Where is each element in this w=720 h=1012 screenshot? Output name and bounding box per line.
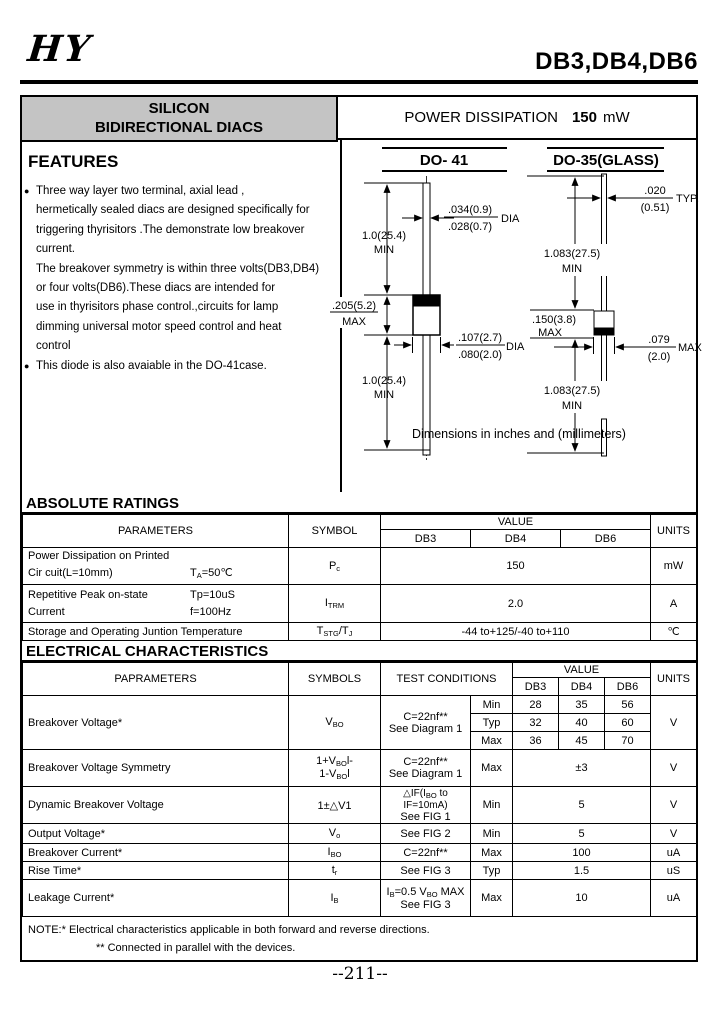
condition-cell: C=22nf** See Diagram 1 xyxy=(381,696,471,750)
do41-min-top: MIN xyxy=(373,244,395,256)
parameter-cell: Output Voltage* xyxy=(23,824,289,844)
condition-cell: See FIG 3 xyxy=(381,862,471,880)
bullet-icon: ● xyxy=(24,186,30,196)
value-cell: 28 xyxy=(513,696,559,714)
limit-type-cell: Max xyxy=(471,750,513,787)
do35-labels xyxy=(532,152,703,412)
part-number-title: DB3,DB4,DB6 xyxy=(535,48,698,75)
symbol-cell: 1+VBOl- 1-VBOl xyxy=(289,750,381,787)
do41-lead-dia-max: .034(0.9) xyxy=(447,204,493,216)
page-number: --211-- xyxy=(332,964,388,984)
parameter-text: Power Dissipation on Printed xyxy=(28,550,170,562)
feature-line: dimming universal motor speed control and heat xyxy=(36,320,282,333)
dimensions-caption: Dimensions in inches and (millimeters) xyxy=(412,427,626,441)
col-header-symbol: SYMBOL xyxy=(289,515,381,548)
condition-text: f=100Hz xyxy=(190,605,232,618)
parameter-cell: Dynamic Breakover Voltage xyxy=(23,787,289,824)
value-cell: 10 xyxy=(513,880,651,917)
limit-type-cell: Min xyxy=(471,824,513,844)
limit-type-cell: Typ xyxy=(471,862,513,880)
parameter-text: Current xyxy=(28,605,65,618)
col-header-parameters: PARAMETERS xyxy=(23,515,289,548)
do35-lead-dia-label: TYP. xyxy=(676,193,700,205)
condition-cell: $\triangle IF(I_{BO}$ to IF=10mA) See FIG 1 xyxy=(381,787,471,824)
condition-cell: C=22nf** xyxy=(381,844,471,862)
table-row xyxy=(23,824,697,844)
do35-lead-length-bottom: 1.083(27.5) xyxy=(543,385,601,397)
symbol-cell: Pc xyxy=(289,548,381,585)
col-header-value: VALUE xyxy=(513,663,651,678)
feature-line: control xyxy=(36,340,71,353)
power-dissipation-header xyxy=(338,97,696,140)
do35-lead-dia-mm: (0.51) xyxy=(640,202,670,214)
value-cell: 35 xyxy=(559,696,605,714)
col-header-db6: DB6 xyxy=(605,678,651,696)
feature-bullet-2 xyxy=(22,357,340,376)
value-cell: 5 xyxy=(513,787,651,824)
parameter-cell xyxy=(23,585,289,623)
condition-cell: See FIG 2 xyxy=(381,824,471,844)
value-cell: ±3 xyxy=(513,750,651,787)
unit-cell: V xyxy=(651,824,697,844)
parameter-cell: Leakage Current* xyxy=(23,880,289,917)
do35-lead-dia: .020 xyxy=(644,185,666,197)
parameter-cell xyxy=(23,548,289,585)
value-cell: 100 xyxy=(513,844,651,862)
do41-lead-dia-min: .028(0.7) xyxy=(447,221,493,233)
symbol-cell: Vo xyxy=(289,824,381,844)
limit-type-cell: Max xyxy=(471,880,513,917)
unit-cell: mW xyxy=(651,548,697,585)
features-title: FEATURES xyxy=(28,152,119,171)
col-header-units: UNITS xyxy=(651,515,697,548)
unit-cell: V xyxy=(651,750,697,787)
table-row xyxy=(23,696,697,714)
parameter-cell: Rise Time* xyxy=(23,862,289,880)
col-header-symbols: SYMBOLS xyxy=(289,663,381,696)
header-rule xyxy=(20,80,698,84)
bullet-icon: ● xyxy=(24,360,30,371)
unit-cell: V xyxy=(651,696,697,750)
condition-text: TA=50℃ xyxy=(190,567,233,580)
symbol-cell: ITRM xyxy=(289,585,381,623)
col-header-test-conditions: TEST CONDITIONS xyxy=(381,663,513,696)
do41-title: DO- 41 xyxy=(419,152,469,169)
limit-type-cell: Max xyxy=(471,844,513,862)
feature-bullet-1 xyxy=(22,182,340,201)
condition-cell: IB=0.5 VBO MAX See FIG 3 xyxy=(381,880,471,917)
col-header-parameters: PAPRAMETERS xyxy=(23,663,289,696)
col-header-value: VALUE xyxy=(381,515,651,530)
table-row xyxy=(23,623,697,641)
do41-body-dia-min: .080(2.0) xyxy=(457,349,503,361)
limit-type-cell: Typ xyxy=(471,714,513,732)
do35-body-dia-label: MAX xyxy=(678,342,702,354)
symbol-cell: TSTG/TJ xyxy=(289,623,381,641)
table-row xyxy=(23,787,697,824)
do35-body-dia-mm: (2.0) xyxy=(647,351,671,363)
unit-cell: uA xyxy=(651,844,697,862)
parameter-cell: Breakover Voltage Symmetry xyxy=(23,750,289,787)
col-header-db3: DB3 xyxy=(381,530,471,548)
value-cell: 56 xyxy=(605,696,651,714)
do41-body-length-label: MAX xyxy=(342,316,366,328)
do41-body-dia-max: .107(2.7) xyxy=(457,332,503,344)
symbol-cell: tr xyxy=(289,862,381,880)
feature-line: The breakover symmetry is within three volts(DB3,DB4) xyxy=(36,262,320,275)
symbol-cell: IBO xyxy=(289,844,381,862)
table-row xyxy=(23,880,697,917)
unit-cell: V xyxy=(651,787,697,824)
condition-cell: C=22nf** See Diagram 1 xyxy=(381,750,471,787)
table-row xyxy=(23,548,697,585)
value-cell: 40 xyxy=(559,714,605,732)
symbol-cell: 1±△V1 xyxy=(289,787,381,824)
do35-body-length: .150(3.8) xyxy=(531,314,577,326)
value-cell: 1.5 xyxy=(513,862,651,880)
feature-line: use in thyrisitors phase control.,circuits for lamp xyxy=(36,301,279,314)
parameter-text: Repetitive Peak on-state xyxy=(28,588,148,601)
parameter-text: Cir cuit(L=10mm) xyxy=(28,567,113,579)
electrical-characteristics-table xyxy=(22,662,697,917)
limit-type-cell: Min xyxy=(471,696,513,714)
symbol-cell: VBO xyxy=(289,696,381,750)
condition-text: Tp=10uS xyxy=(190,588,235,601)
feature-line: This diode is also avaiable in the DO-41case. xyxy=(36,359,267,372)
value-cell: 60 xyxy=(605,714,651,732)
datasheet-frame xyxy=(20,95,702,962)
do35-min-bottom: MIN xyxy=(561,400,583,412)
unit-cell: uS xyxy=(651,862,697,880)
unit-cell: ℃ xyxy=(651,623,697,641)
brand-logo: HY xyxy=(25,28,94,70)
do35-title: DO-35(GLASS) xyxy=(553,152,659,169)
do41-body-length: .205(5.2) xyxy=(331,300,377,312)
do41-body-dia-label: DIA xyxy=(506,341,525,353)
parameter-cell: Breakover Voltage* xyxy=(23,696,289,750)
power-unit: mW xyxy=(603,109,630,126)
do35-body-length-label: MAX xyxy=(538,327,562,339)
feature-line: Three way layer two terminal, axial lead , xyxy=(36,185,245,197)
unit-cell: uA xyxy=(651,880,697,917)
power-label: POWER DISSIPATION xyxy=(404,109,558,126)
unit-cell: A xyxy=(651,585,697,623)
electrical-characteristics-title: ELECTRICAL CHARACTERISTICS xyxy=(22,640,696,662)
device-type-line2: BIDIRECTIONAL DIACS xyxy=(94,119,264,136)
do41-min-bottom: MIN xyxy=(373,389,395,401)
value-cell: 32 xyxy=(513,714,559,732)
do35-min-top: MIN xyxy=(561,263,583,275)
parameter-cell: Breakover Current* xyxy=(23,844,289,862)
feature-line: triggering thyrisitors .The demonstrate low breakover current. xyxy=(36,223,305,256)
do41-lead-length-bottom: 1.0(25.4) xyxy=(361,375,407,387)
table-row xyxy=(23,862,697,880)
col-header-db3: DB3 xyxy=(513,678,559,696)
table-row xyxy=(23,844,697,862)
note-section xyxy=(22,916,696,960)
parameter-cell: Storage and Operating Juntion Temperature xyxy=(23,623,289,641)
absolute-ratings-table xyxy=(22,514,697,641)
note-line-1: NOTE:* Electrical characteristics applicable in both forward and reverse directions. xyxy=(28,924,430,936)
limit-type-cell: Min xyxy=(471,787,513,824)
col-header-db4: DB4 xyxy=(559,678,605,696)
note-line-2: ** Connected in parallel with the devices. xyxy=(96,942,296,954)
absolute-ratings-title: ABSOLUTE RATINGS xyxy=(22,492,696,514)
feature-line: hermetically sealed diacs are designed specifically for xyxy=(36,204,310,217)
value-cell: 5 xyxy=(513,824,651,844)
symbol-cell: IB xyxy=(289,880,381,917)
do41-lead-length-top: 1.0(25.4) xyxy=(361,230,407,242)
do41-lead-dia-label: DIA xyxy=(501,213,520,225)
limit-type-cell: Max xyxy=(471,732,513,750)
table-row xyxy=(23,750,697,787)
table-row xyxy=(23,585,697,623)
feature-line: or four volts(DB6).These diacs are intended for xyxy=(36,282,276,295)
value-cell: 2.0 xyxy=(381,585,651,623)
col-header-db4: DB4 xyxy=(471,530,561,548)
features-section xyxy=(22,140,342,492)
value-cell: 70 xyxy=(605,732,651,750)
value-cell: 36 xyxy=(513,732,559,750)
power-value: 150 xyxy=(571,109,597,126)
device-type-header xyxy=(22,97,338,142)
do35-body-dia: .079 xyxy=(648,334,670,346)
value-cell: 150 xyxy=(381,548,651,585)
value-cell: 45 xyxy=(559,732,605,750)
value-cell: -44 to+125/-40 to+110 xyxy=(381,623,651,641)
col-header-db6: DB6 xyxy=(561,530,651,548)
device-type-line1: SILICON xyxy=(148,100,210,117)
col-header-units: UNITS xyxy=(651,663,697,696)
do35-lead-length-top: 1.083(27.5) xyxy=(543,248,601,260)
